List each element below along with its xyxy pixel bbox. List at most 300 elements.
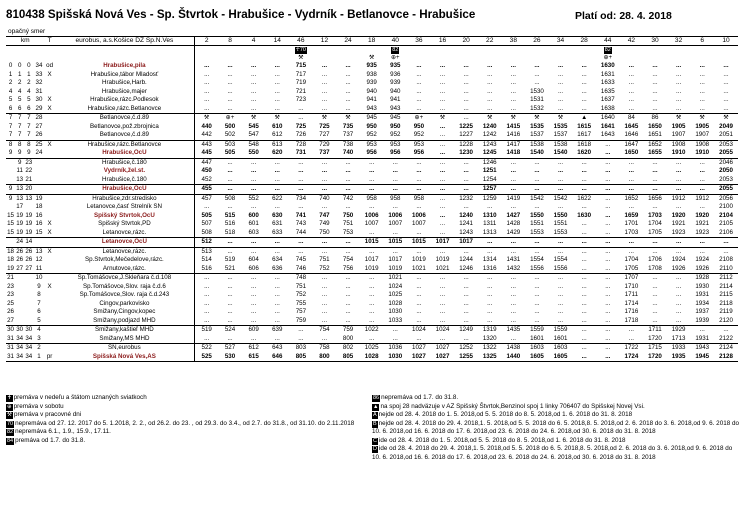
stop-name [55,326,195,335]
blank-cell [33,46,44,55]
time-cell: ... [605,149,611,156]
symbol-cell [620,54,644,62]
km-cell: 8 [15,140,24,149]
time-cell: ... [581,228,587,236]
time-cell: ... [454,114,478,123]
time-cell: ⚒ [690,114,714,123]
time-cell: ... [557,299,564,307]
km-cell: 5 [8,96,13,103]
time-cell: ... [416,228,422,236]
time-cell: ... [581,62,587,69]
km-cell: 19 [25,211,33,219]
time-cell: 745 [295,256,307,263]
time-cell: ... [581,220,587,227]
time-cell: ... [383,185,407,195]
time-cell: ... [487,79,493,86]
stop-name-text: Sp.Tomášovce,Slov. raja č.d.243 [79,291,170,298]
time-cell: ... [439,79,446,86]
time-cell: ... [605,334,611,342]
time-cell: 1605 [549,353,573,362]
km-cell: 34 [16,334,24,342]
time-cell: ... [676,87,682,95]
time-cell: ... [204,308,210,315]
km-cell: 9 [8,149,13,156]
time-cell: ... [289,238,313,248]
time-cell: 1559 [525,326,549,335]
time-cell: ... [478,274,502,283]
time-cell: ... [534,203,540,210]
tp-cell [45,274,55,283]
time-cell: ... [676,62,682,69]
time-cell: 1939 [695,316,710,324]
time-cell: ... [439,122,446,130]
note [6,437,361,446]
time-cell: ... [534,308,540,315]
stop-row [6,265,738,274]
time-cell: ... [313,158,337,167]
tp-cell: X [47,104,52,112]
km-cell: 11 [16,167,23,174]
time-cell: ... [723,79,729,86]
time-cell: ... [596,194,620,203]
stop-name [55,194,195,203]
time-cell: ⚒ [502,114,526,123]
time-cell: 1257 [478,185,502,195]
train-number: 18 [360,37,384,46]
stop-name [55,185,195,195]
time-cell: ... [345,87,351,95]
stop-name-text: Hrabušice,pila [103,62,146,69]
stop-name [55,335,195,344]
time-cell: ... [251,334,257,342]
time-cell: ... [416,175,422,183]
note-text: nejde od 28. 4. 2018 do 29. 4. 2018,1. 5. 2018,od 5. 5. 2018 do 6. 5. 2018,8. 5. 2018,od 2. 6. 2018 do 3. 6. 2018,od 9. 6. 2018 do 10. 6. 2018,od 16. 6. 2018 do 17. 6. 2018,od 23. 6. 2018 do 24. 6. 2018,od 30. 6. 2018 do 31. 8. 2018 [372,419,739,435]
km-cell: 31 [7,352,14,360]
train-number: 28 [572,37,596,46]
km-cell: 21 [25,175,33,183]
time-cell: ... [549,274,573,283]
time-cell: 440 [201,122,212,130]
time-cell: ... [204,87,210,95]
km-cell: 1 [17,70,22,78]
time-cell: 1244 [459,256,473,263]
time-cell: 751 [295,282,307,290]
time-cell: 1701 [624,220,639,227]
time-cell: 1230 [459,149,473,156]
time-cell: ... [699,175,705,183]
time-cell: 643 [265,344,289,353]
tp-cell [45,131,55,140]
time-cell: ... [274,87,280,95]
time-cell: 1017 [431,238,455,248]
time-cell: 1637 [600,96,615,103]
time-cell: ... [218,158,242,167]
time-cell: 631 [272,220,283,227]
timetable [6,36,738,362]
time-cell: ... [218,274,242,283]
km-cell: 18 [7,256,14,263]
time-cell: ... [620,158,644,167]
time-cell: 1311 [483,220,497,227]
time-cell: ... [652,96,658,103]
time-cell: ⚒ [242,114,266,123]
time-cell: ... [549,247,573,256]
time-cell: 1537 [553,131,568,138]
stop-name-text: Hrabušice,Harb. [102,79,147,86]
tp-cell [45,308,55,317]
time-cell: ... [463,203,469,210]
time-cell: 2115 [719,291,733,298]
time-cell: ... [487,87,493,95]
time-cell: ... [227,203,233,210]
time-cell: 443 [195,140,219,149]
tp-cell: X [45,247,55,256]
time-cell: ... [652,167,658,174]
time-cell: ... [274,308,280,315]
stop-name [55,158,195,167]
time-cell: ... [502,247,526,256]
stop-name [55,96,195,105]
time-cell: ... [557,175,564,183]
km-cell: 13 [16,185,24,192]
time-cell: ... [251,62,257,69]
time-cell: 1251 [482,167,497,174]
time-cell: ... [581,316,587,324]
time-cell: ... [667,247,691,256]
time-cell: 1319 [478,326,502,335]
stop-row [6,353,738,362]
km-cell: 27 [35,122,43,130]
km-cell [15,317,24,326]
time-cell: 749 [319,220,330,227]
km-cell: 3 [37,334,41,342]
note-text: na spoj 28 nadväzuje v AZ Spišský Štvrtok,Benzinol spoj 1 linky 706407 do Spišskej Novej Vsi. [380,402,645,410]
time-cell: 950 [390,122,401,130]
time-cell: 601 [248,220,259,227]
time-cell: ... [596,326,620,335]
stop-name [55,317,195,326]
km-cell: 7 [24,114,33,123]
stop-name-text: Hrabušice,č.180 [102,158,147,166]
time-cell: 950 [413,122,425,130]
time-cell: ... [510,175,516,183]
km-cell: 9 [15,158,24,167]
tp-cell [45,88,55,97]
time-cell: ... [510,334,516,342]
time-cell: 1431 [506,256,521,263]
km-cell [6,176,15,185]
blank-cell [24,46,33,55]
time-cell: 721 [295,87,307,95]
km-cell: 34 [35,62,43,69]
note [6,403,361,412]
time-cell: ... [416,70,422,78]
time-cell: 740 [342,149,354,156]
time-cell: ... [345,96,351,103]
time-cell: 1926 [671,264,686,272]
symbol-cell [360,54,384,62]
train-number: 2 [195,37,219,46]
time-cell: 1314 [482,256,497,263]
time-cell: ... [416,334,422,342]
time-cell: 1643 [600,131,615,138]
time-cell: 1934 [695,299,710,307]
km-cell: 0 [8,62,13,69]
stop-name-text: Smižany,MŠ MHD [99,334,150,342]
time-cell: 953 [407,140,431,149]
km-cell: 19 [25,228,33,236]
notes-right [372,394,740,462]
time-cell: 2053 [714,140,738,149]
time-cell: ... [439,149,446,156]
time-cell: ... [274,334,280,342]
time-cell: 723 [295,96,307,103]
time-cell: ⊕+ [218,114,242,123]
time-cell: 941 [366,96,377,103]
km-cell: 25 [7,299,14,307]
stop-row [6,256,738,265]
stop-row [6,149,738,158]
stop-name [55,149,195,158]
time-cell: ... [321,70,328,78]
time-cell: 1929 [667,326,691,335]
time-cell: ... [416,203,422,210]
time-cell: ⚒ [478,114,502,123]
time-cell: ... [487,299,493,307]
symbol-cell [690,46,714,55]
km-cell: 9 [27,149,31,156]
km-cell: 29 [35,104,43,112]
time-cell: ... [572,247,596,256]
km-cell: 7 [27,131,31,138]
notes-left [6,394,361,445]
km-cell [15,291,24,300]
time-cell: ... [251,299,257,307]
time-cell: ... [605,211,611,219]
time-cell: ... [605,220,611,227]
stop-name [55,105,195,114]
time-cell: 958 [360,194,384,203]
time-cell: 717 [295,70,307,78]
stop-name-text: Letanovce,rázc. [102,247,147,255]
time-cell: ... [699,203,705,210]
time-cell: ... [242,274,266,283]
time-cell: ... [581,282,587,290]
note-text: premáva v pracovné dni [13,411,82,418]
time-cell: 1631 [600,70,615,78]
km-cell [15,274,24,283]
time-cell: 1910 [671,149,686,156]
time-cell: ... [487,308,493,315]
time-cell: 728 [289,140,313,149]
time-cell: ... [510,87,516,95]
time-cell: 803 [289,344,313,353]
time-cell: ... [345,70,351,78]
km-cell: 13 [16,175,24,183]
time-cell: 1656 [643,194,667,203]
time-cell: 1706 [648,256,662,263]
time-cell: 552 [242,194,266,203]
time-cell: 1024 [407,326,431,335]
time-cell: 1554 [553,256,568,263]
time-cell: ... [596,185,620,195]
time-cell: 1601 [553,334,568,342]
km-cell: 18 [7,247,14,255]
time-cell: ... [454,274,478,283]
time-cell: ... [667,185,691,195]
time-cell: ... [652,299,658,307]
time-cell: ... [605,203,611,210]
time-cell: ... [439,282,446,290]
km-cell: 30 [16,326,24,333]
stop-row [6,317,738,326]
time-cell: ... [195,274,219,283]
time-cell: 512 [195,238,219,248]
symbol-cell [596,54,620,62]
time-cell: ... [557,167,564,174]
time-cell: ... [557,316,564,324]
time-cell: ... [557,70,564,78]
time-cell: ... [510,167,516,174]
symbol-cell [218,46,242,55]
time-cell: ... [723,87,729,95]
note-text: premáva v nedeľu a štátom uznaných sviatkoch [13,394,147,401]
time-cell: ... [251,291,257,298]
time-cell: ... [487,62,493,69]
time-cell: ... [369,299,375,307]
symbol-badge: ⚒ [298,55,304,61]
note [372,420,740,437]
time-cell: ... [251,87,257,95]
time-cell: ... [439,228,446,236]
time-cell: ... [218,238,242,248]
km-cell [33,167,44,176]
time-cell: 1708 [648,264,662,272]
time-cell: 1615 [577,122,592,130]
time-cell: ... [336,158,360,167]
time-cell: 1718 [624,316,639,324]
symbol-cell [714,54,738,62]
operator-header: eurobus, a.s.Košice DZ Sp.N.Ves [55,37,195,46]
symbol-cell [313,46,337,55]
time-cell: ... [392,334,398,342]
note [372,403,740,412]
time-cell: ... [298,334,304,342]
time-cell: ... [369,175,375,183]
time-cell: ... [383,158,407,167]
stop-name-text: Hrabušice,majer [101,87,147,95]
time-cell: 1638 [600,104,615,112]
time-cell: ... [628,175,634,183]
stop-row [6,229,738,238]
time-cell: 633 [272,228,283,236]
time-cell: 518 [224,228,236,236]
time-cell: ... [723,62,729,69]
train-number: 26 [525,37,549,46]
time-cell: 1640 [596,114,620,123]
time-cell: ... [581,264,587,272]
note-symbol: D [373,446,377,452]
time-cell: 800 [313,353,337,362]
time-cell: 2053 [719,175,733,183]
time-cell: 1645 [624,122,639,130]
note-text: nepremáva od 27. 12. 2017 do 5. 1.2018, 2. 2., od 26.2. do 23. , od 29.3. do 3.4., od 2.7. do 31.8., od 31.10. do 2.11.2018 [15,419,355,427]
time-cell: ... [463,291,469,298]
km-cell: 4 [33,326,44,335]
tp-cell: X [47,228,52,236]
time-cell: 1641 [600,122,615,130]
time-cell: ... [620,238,644,248]
time-cell: ... [369,167,375,174]
time-cell: ... [439,104,446,112]
time-cell: ... [439,167,446,174]
stop-name-text: Betlanovce,č.d.89 [99,131,149,138]
tp-cell [45,194,55,203]
km-cell: 31 [7,344,14,351]
time-cell: 800 [342,334,354,342]
time-cell: ... [204,291,210,298]
time-cell: ... [274,282,280,290]
time-cell: ... [345,299,351,307]
symbol-cell [195,54,219,62]
time-cell: ... [534,62,540,69]
time-cell: ... [204,104,210,112]
stop-name-text: Letanovce,OcÚ [101,238,147,245]
symbol-badge: 82 [604,47,611,53]
time-cell: ... [581,167,587,174]
time-cell: 939 [366,79,377,86]
time-cell: ... [439,316,446,324]
symbol-cell [313,54,337,62]
time-cell: ... [510,316,516,324]
time-cell: 1716 [624,308,639,315]
time-cell: ... [502,274,526,283]
tp-cell [45,149,55,158]
time-cell: ... [289,185,313,195]
time-cell: ... [204,316,210,324]
time-cell: 1622 [572,194,596,203]
time-cell: 513 [195,247,219,256]
time-cell: 2124 [714,344,738,353]
km-cell: 7 [17,122,22,130]
km-cell [6,203,15,212]
time-cell: ⚒ [667,114,691,123]
time-cell: ... [572,344,596,353]
time-cell: ... [454,185,478,195]
time-cell: ... [534,167,540,174]
note [6,411,361,420]
time-cell: 1905 [671,122,686,130]
time-cell: 2128 [714,353,738,362]
km-cell: 8 [24,140,33,149]
km-cell: 32 [35,79,43,86]
time-cell: 1027 [407,353,431,362]
time-cell: ... [407,158,431,167]
time-cell: ... [416,282,422,290]
time-cell: ... [667,274,691,283]
time-cell: ... [534,79,540,86]
time-cell: ... [345,282,351,290]
time-cell: ... [699,104,705,112]
stop-name-text: Hrabušice,č.180 [102,175,147,183]
time-cell: 1249 [454,326,478,335]
stop-name [55,167,195,176]
time-cell: ... [298,167,304,174]
symbol-cell [572,46,596,55]
train-number: 40 [383,37,407,46]
time-cell: ... [439,175,446,183]
time-cell: ... [667,238,691,248]
